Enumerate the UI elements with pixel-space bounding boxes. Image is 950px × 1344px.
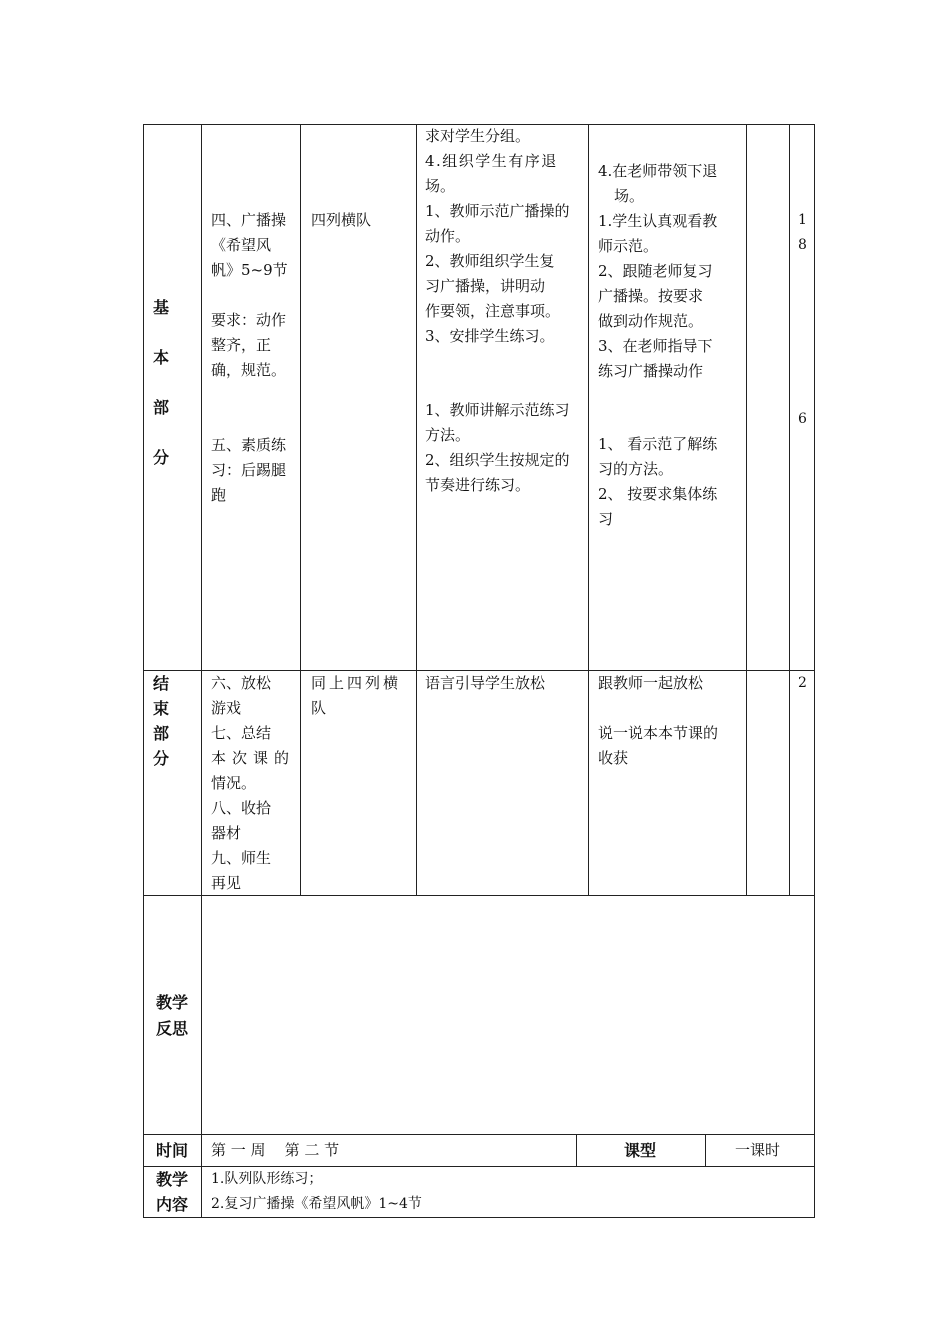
main-formation: 四列横队: [311, 211, 372, 229]
end-content-text: 六、放松 游戏 七、总结 本次课的 情况。 八、收拾 器材 九、师生 再见: [211, 674, 296, 892]
table-border: [143, 1134, 815, 1135]
end-formation: 同上四列横 队: [311, 674, 402, 717]
table-border: [416, 124, 417, 896]
lesson-type-label: 课型: [624, 1141, 657, 1160]
section-label-end: 结 束 部 分: [153, 674, 170, 768]
time-value: 第 一 周 第 二 节: [211, 1141, 340, 1159]
lesson-type-value: 一课时: [735, 1141, 781, 1159]
main-time-2: 6: [798, 411, 807, 427]
main-content-text: 四、广播操 《希望风 帆》5~9节 要求：动作 整齐，正 确，规范。 五、素质练 习：后踢腿 跑: [211, 211, 288, 504]
end-time: 2: [798, 675, 807, 691]
time-label: 时间: [156, 1141, 189, 1160]
reflection-label: 教学 反思: [156, 993, 189, 1038]
table-border: [588, 124, 589, 896]
table-border: [143, 124, 144, 1218]
table-border: [746, 124, 747, 896]
table-border: [201, 124, 202, 1218]
table-border: [143, 1217, 815, 1218]
end-teacher-activity: 语言引导学生放松: [425, 674, 546, 692]
content-label: 教学 内容: [156, 1170, 189, 1214]
main-teacher-activity: 求对学生分组。 4.组织学生有序退 场。 1、教师示范广播操的 动作。 2、教师组织学生复 习广播操，讲明动 作要领，注意事项。 3、安排学生练习。: [425, 127, 570, 345]
table-border: [705, 1134, 706, 1167]
main-time: 1 8: [798, 212, 807, 253]
end-student-activity: 跟教师一起放松 说一说本本节课的 收获: [598, 674, 719, 767]
section-label-main: 基 本 部 分: [153, 298, 170, 467]
table-border: [300, 124, 301, 896]
main-student-activity-2: 1、 看示范了解练 习的方法。 2、 按要求集体练 习: [598, 435, 718, 528]
main-teacher-activity-2: 1、教师讲解示范练习 方法。 2、组织学生按规定的 节奏进行练习。: [425, 401, 570, 494]
table-border: [789, 124, 790, 896]
table-border: [576, 1134, 577, 1167]
main-student-activity: 4.在老师带领下退 场。 1.学生认真观看教 师示范。 2、跟随老师复习 广播操。按要求 做到动作规范。 3、在老师指导下 练习广播操动作: [598, 162, 718, 380]
table-border: [814, 124, 815, 1218]
content-lines: 1.队列队形练习； 2.复习广播操《希望风帆》1~4节: [211, 1171, 422, 1212]
